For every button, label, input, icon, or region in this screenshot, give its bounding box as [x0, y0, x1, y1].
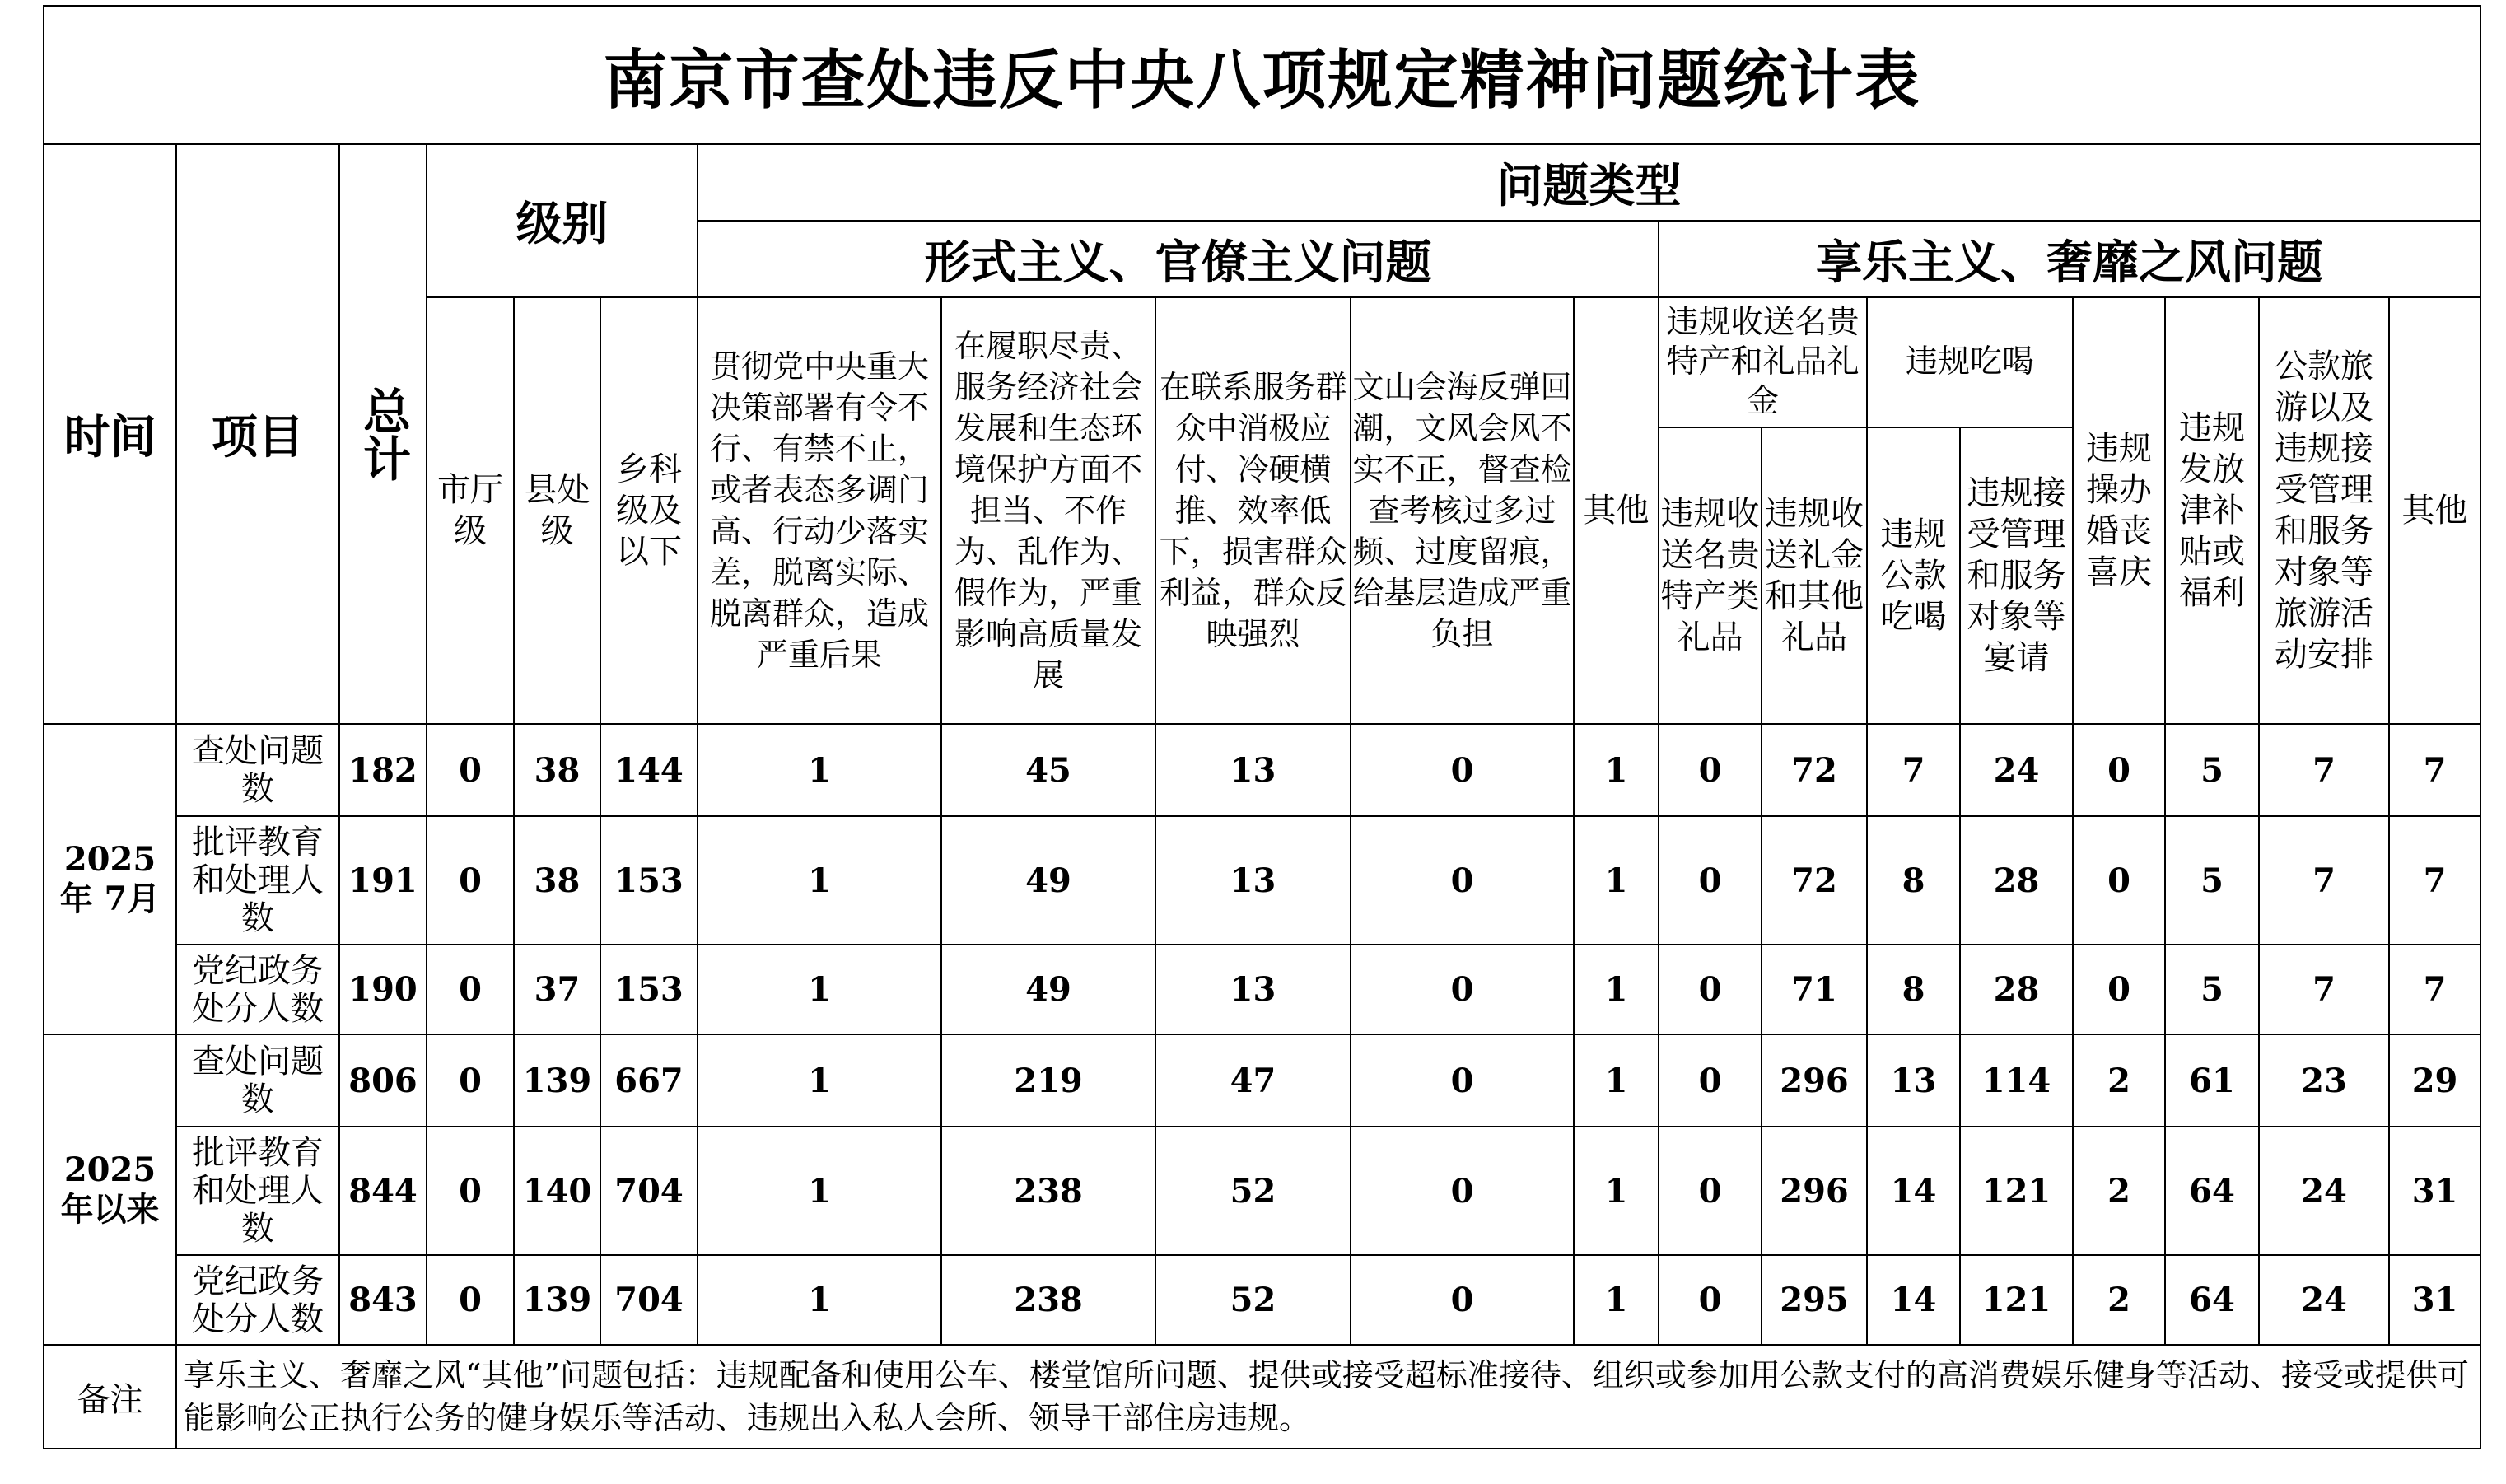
- hedonism-col-subsidy: 违规发放津补贴或福利: [2165, 297, 2259, 724]
- value-cell: 47: [1155, 1034, 1351, 1127]
- value-cell: 0: [1351, 1255, 1574, 1345]
- value-cell: 0: [1351, 1034, 1574, 1127]
- value-cell: 5: [2165, 816, 2259, 945]
- value-cell: 24: [2259, 1127, 2389, 1255]
- value-cell: 7: [1867, 724, 1960, 816]
- dining-group-header: 违规吃喝: [1867, 297, 2073, 427]
- value-cell: 14: [1867, 1255, 1960, 1345]
- value-cell: 238: [941, 1255, 1155, 1345]
- value-cell: 72: [1762, 724, 1867, 816]
- value-cell: 1: [1574, 945, 1659, 1034]
- value-cell: 219: [941, 1034, 1155, 1127]
- note-label: 备注: [44, 1345, 176, 1449]
- value-cell: 2: [2073, 1034, 2165, 1127]
- total-cell: 182: [339, 724, 427, 816]
- total-header-label: 总计: [355, 386, 411, 482]
- dining-col-banquet: 违规接受管理和服务对象等宴请: [1960, 427, 2073, 724]
- note-text: 享乐主义、奢靡之风“其他”问题包括：违规配备和使用公车、楼堂馆所问题、提供或接受超标准接待、组织或参加用公款支付的高消费娱乐健身等活动、接受或提供可能影响公正执行公务的健身娱乐等活动、违规出入私人会所、领导干部住房违规。: [176, 1345, 2480, 1449]
- formalism-col-other: 其他: [1574, 297, 1659, 724]
- value-cell: 7: [2389, 724, 2480, 816]
- row-item-label: 党纪政务处分人数: [176, 945, 339, 1034]
- value-cell: 0: [2073, 945, 2165, 1034]
- dining-col-public: 违规公款吃喝: [1867, 427, 1960, 724]
- value-cell: 140: [514, 1127, 600, 1255]
- period-label: 2025 年以来: [44, 1034, 176, 1345]
- value-cell: 28: [1960, 816, 2073, 945]
- value-cell: 1: [1574, 1034, 1659, 1127]
- value-cell: 49: [941, 945, 1155, 1034]
- value-cell: 49: [941, 816, 1155, 945]
- value-cell: 0: [2073, 816, 2165, 945]
- value-cell: 0: [1659, 1255, 1762, 1345]
- formalism-header: 形式主义、官僚主义问题: [698, 221, 1659, 297]
- value-cell: 0: [427, 1255, 514, 1345]
- formalism-col-1: 贯彻党中央重大决策部署有令不行、有禁不止，或者表态多调门高、行动少落实差，脱离实际、脱离群众，造成严重后果: [698, 297, 941, 724]
- statistics-table: [43, 5, 2481, 1449]
- value-cell: 1: [1574, 724, 1659, 816]
- value-cell: 7: [2259, 816, 2389, 945]
- value-cell: 0: [1659, 1034, 1762, 1127]
- value-cell: 667: [600, 1034, 698, 1127]
- level-col-city: 市厅级: [427, 297, 514, 724]
- page-title: 南京市查处违反中央八项规定精神问题统计表: [44, 6, 2480, 144]
- value-cell: 7: [2259, 945, 2389, 1034]
- value-cell: 121: [1960, 1127, 2073, 1255]
- total-cell: 844: [339, 1127, 427, 1255]
- value-cell: 24: [2259, 1255, 2389, 1345]
- value-cell: 14: [1867, 1127, 1960, 1255]
- value-cell: 0: [427, 945, 514, 1034]
- value-cell: 1: [698, 816, 941, 945]
- value-cell: 704: [600, 1255, 698, 1345]
- value-cell: 1: [1574, 1255, 1659, 1345]
- total-cell: 191: [339, 816, 427, 945]
- value-cell: 13: [1155, 945, 1351, 1034]
- level-header: 级别: [427, 144, 698, 297]
- time-header: 时间: [44, 144, 176, 724]
- value-cell: 1: [1574, 816, 1659, 945]
- value-cell: 0: [1351, 1127, 1574, 1255]
- value-cell: 8: [1867, 945, 1960, 1034]
- hedonism-col-wedding: 违规操办婚丧喜庆: [2073, 297, 2165, 724]
- value-cell: 31: [2389, 1255, 2480, 1345]
- value-cell: 2: [2073, 1127, 2165, 1255]
- value-cell: 1: [698, 1034, 941, 1127]
- value-cell: 1: [1574, 1127, 1659, 1255]
- value-cell: 61: [2165, 1034, 2259, 1127]
- formalism-col-3: 在联系服务群众中消极应付、冷硬横推、效率低下，损害群众利益，群众反映强烈: [1155, 297, 1351, 724]
- value-cell: 45: [941, 724, 1155, 816]
- value-cell: 7: [2389, 945, 2480, 1034]
- value-cell: 0: [1351, 945, 1574, 1034]
- value-cell: 13: [1155, 816, 1351, 945]
- value-cell: 139: [514, 1034, 600, 1127]
- row-item-label: 批评教育和处理人数: [176, 816, 339, 945]
- period-label: 2025 年 7月: [44, 724, 176, 1034]
- row-item-label: 查处问题数: [176, 1034, 339, 1127]
- value-cell: 7: [2389, 816, 2480, 945]
- row-item-label: 党纪政务处分人数: [176, 1255, 339, 1345]
- value-cell: 64: [2165, 1127, 2259, 1255]
- value-cell: 238: [941, 1127, 1155, 1255]
- value-cell: 1: [698, 945, 941, 1034]
- value-cell: 0: [2073, 724, 2165, 816]
- value-cell: 296: [1762, 1034, 1867, 1127]
- value-cell: 0: [1659, 1127, 1762, 1255]
- value-cell: 0: [427, 724, 514, 816]
- value-cell: 24: [1960, 724, 2073, 816]
- value-cell: 2: [2073, 1255, 2165, 1345]
- value-cell: 52: [1155, 1255, 1351, 1345]
- gift-group-header: 违规收送名贵特产和礼品礼金: [1659, 297, 1867, 427]
- value-cell: 114: [1960, 1034, 2073, 1127]
- value-cell: 1: [698, 724, 941, 816]
- value-cell: 0: [1659, 945, 1762, 1034]
- value-cell: 0: [1659, 724, 1762, 816]
- value-cell: 13: [1867, 1034, 1960, 1127]
- level-col-township: 乡科级及以下: [600, 297, 698, 724]
- value-cell: 153: [600, 816, 698, 945]
- hedonism-col-other: 其他: [2389, 297, 2480, 724]
- value-cell: 38: [514, 816, 600, 945]
- problem-type-header: 问题类型: [698, 144, 2480, 221]
- formalism-col-4: 文山会海反弹回潮，文风会风不实不正，督查检查考核过多过频、过度留痕，给基层造成严重负担: [1351, 297, 1574, 724]
- value-cell: 23: [2259, 1034, 2389, 1127]
- value-cell: 5: [2165, 724, 2259, 816]
- value-cell: 0: [427, 1127, 514, 1255]
- total-cell: 190: [339, 945, 427, 1034]
- total-cell: 843: [339, 1255, 427, 1345]
- value-cell: 0: [427, 816, 514, 945]
- value-cell: 52: [1155, 1127, 1351, 1255]
- total-cell: 806: [339, 1034, 427, 1127]
- value-cell: 0: [427, 1034, 514, 1127]
- hedonism-header: 享乐主义、奢靡之风问题: [1659, 221, 2480, 297]
- value-cell: 144: [600, 724, 698, 816]
- value-cell: 704: [600, 1127, 698, 1255]
- row-item-label: 查处问题数: [176, 724, 339, 816]
- gift-col-cash: 违规收送礼金和其他礼品: [1762, 427, 1867, 724]
- value-cell: 38: [514, 724, 600, 816]
- value-cell: 153: [600, 945, 698, 1034]
- value-cell: 295: [1762, 1255, 1867, 1345]
- value-cell: 139: [514, 1255, 600, 1345]
- value-cell: 64: [2165, 1255, 2259, 1345]
- value-cell: 29: [2389, 1034, 2480, 1127]
- value-cell: 7: [2259, 724, 2389, 816]
- level-col-county: 县处级: [514, 297, 600, 724]
- value-cell: 0: [1351, 816, 1574, 945]
- item-header: 项目: [176, 144, 339, 724]
- formalism-col-2: 在履职尽责、服务经济社会发展和生态环境保护方面不担当、不作为、乱作为、假作为，严重影响高质量发展: [941, 297, 1155, 724]
- row-item-label: 批评教育和处理人数: [176, 1127, 339, 1255]
- value-cell: 31: [2389, 1127, 2480, 1255]
- value-cell: 296: [1762, 1127, 1867, 1255]
- value-cell: 0: [1351, 724, 1574, 816]
- value-cell: 71: [1762, 945, 1867, 1034]
- value-cell: 1: [698, 1255, 941, 1345]
- total-header: [339, 144, 427, 724]
- gift-col-specialty: 违规收送名贵特产类礼品: [1659, 427, 1762, 724]
- value-cell: 28: [1960, 945, 2073, 1034]
- hedonism-col-travel: 公款旅游以及违规接受管理和服务对象等旅游活动安排: [2259, 297, 2389, 724]
- value-cell: 72: [1762, 816, 1867, 945]
- value-cell: 0: [1659, 816, 1762, 945]
- value-cell: 37: [514, 945, 600, 1034]
- value-cell: 5: [2165, 945, 2259, 1034]
- value-cell: 121: [1960, 1255, 2073, 1345]
- value-cell: 13: [1155, 724, 1351, 816]
- value-cell: 8: [1867, 816, 1960, 945]
- value-cell: 1: [698, 1127, 941, 1255]
